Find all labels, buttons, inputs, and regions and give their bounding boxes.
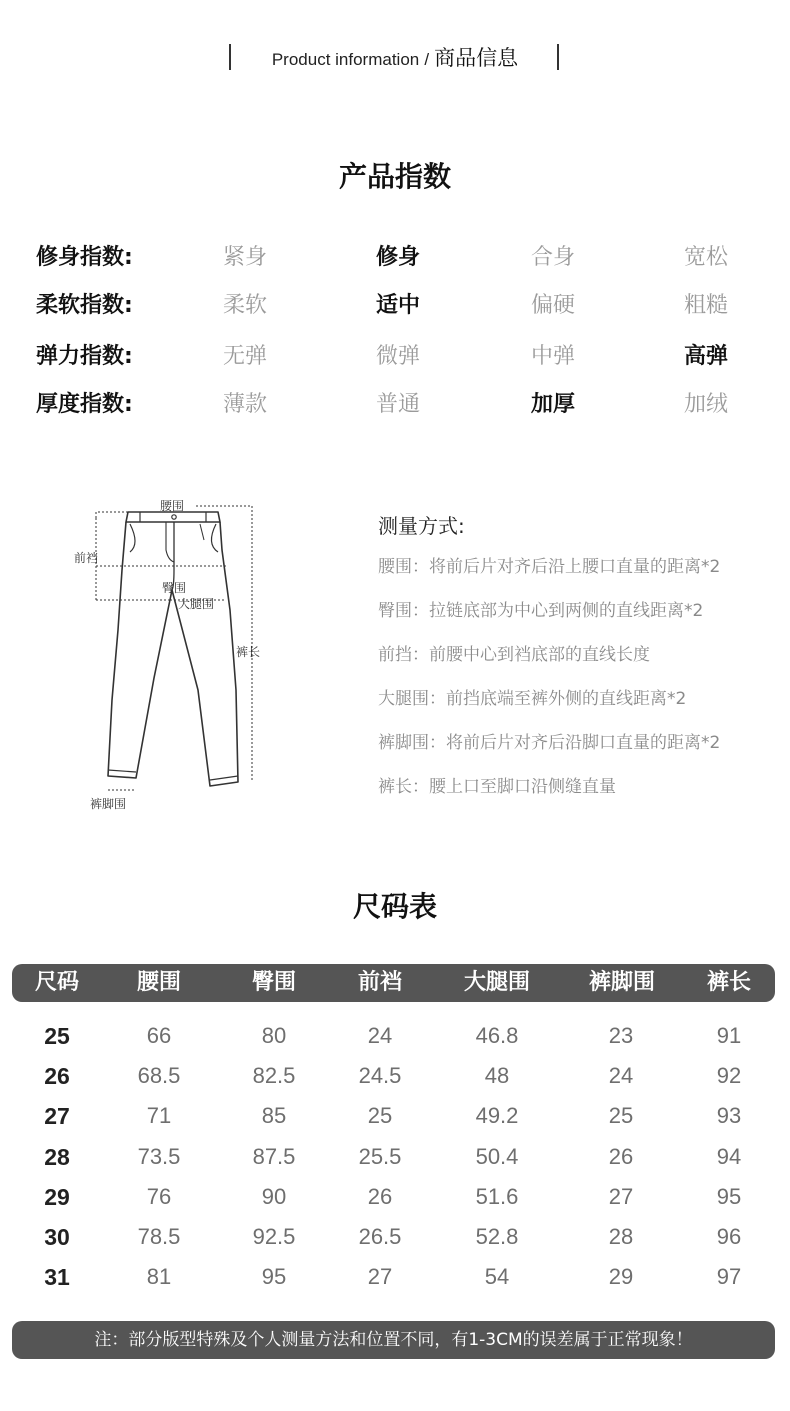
measurement-line: 裤脚围：将前后片对齐后沿脚口直量的距离*2	[378, 733, 721, 753]
table-header-cell: 裤长	[706, 970, 751, 995]
table-cell: 96	[716, 1224, 742, 1249]
table-cell: 90	[261, 1183, 287, 1209]
index-option: 合身	[530, 245, 575, 270]
index-option: 偏硬	[530, 293, 575, 318]
table-cell: 66	[146, 1023, 172, 1048]
measurement-line: 臀围：拉链底部为中心到两侧的直线距离*2	[378, 601, 704, 621]
table-cell: 95	[716, 1183, 742, 1209]
diagram-label-hem: 裤脚围	[90, 797, 127, 811]
table-cell: 25	[367, 1103, 393, 1129]
table-cell: 26	[608, 1143, 634, 1169]
table-cell: 92.5	[252, 1224, 296, 1249]
pants-diagram	[60, 490, 290, 820]
measurement-line: 腰围：将前后片对齐后沿上腰口直量的距离*2	[378, 557, 721, 577]
table-cell: 50.4	[475, 1143, 519, 1169]
index-label: 厚度指数:	[36, 392, 133, 417]
index-row	[0, 340, 790, 374]
table-cell: 94	[716, 1143, 742, 1169]
table-cell: 97	[716, 1264, 742, 1290]
index-option: 柔软	[222, 293, 267, 318]
table-cell: 24	[367, 1023, 393, 1048]
index-option: 粗糙	[683, 293, 728, 318]
table-cell: 26.5	[358, 1224, 402, 1249]
index-label: 柔软指数:	[36, 293, 133, 318]
table-cell: 93	[716, 1103, 742, 1129]
table-cell: 24	[608, 1063, 634, 1089]
header-left-bar	[229, 44, 231, 70]
measurement-title: 测量方式:	[378, 514, 465, 538]
diagram-label-waist: 腰围	[160, 499, 185, 513]
index-row	[0, 241, 790, 275]
table-cell: 24.5	[358, 1063, 402, 1089]
index-option: 无弹	[222, 344, 267, 369]
index-label: 弹力指数:	[36, 344, 133, 369]
measurement-line: 前挡：前腰中心到裆底部的直线长度	[378, 645, 650, 665]
table-cell: 76	[146, 1183, 172, 1209]
index-option: 中弹	[530, 344, 575, 369]
table-cell: 26	[367, 1183, 393, 1209]
table-cell: 73.5	[137, 1143, 181, 1169]
index-option: 宽松	[683, 245, 728, 270]
table-cell: 25.5	[358, 1143, 402, 1169]
table-cell: 91	[716, 1023, 742, 1048]
table-header-cell: 大腿围	[463, 970, 530, 995]
index-option: 薄款	[222, 392, 267, 417]
table-cell: 78.5	[137, 1224, 181, 1249]
table-cell: 27	[367, 1264, 393, 1290]
table-cell: 46.8	[475, 1023, 519, 1048]
size-cell: 30	[44, 1224, 70, 1250]
table-cell: 82.5	[252, 1063, 296, 1089]
index-option: 适中	[375, 293, 420, 318]
table-header-cell: 腰围	[136, 970, 181, 995]
table-cell: 92	[716, 1063, 742, 1089]
measurement-line: 裤长：腰上口至脚口沿侧缝直量	[378, 777, 616, 797]
index-section-title: 产品指数	[338, 160, 451, 193]
index-option: 紧身	[222, 245, 267, 270]
index-row	[0, 289, 790, 323]
table-cell: 81	[146, 1264, 172, 1290]
index-option: 普通	[375, 392, 420, 417]
table-cell: 51.6	[475, 1183, 519, 1209]
index-option: 加厚	[530, 392, 575, 417]
header-separator: /	[424, 50, 430, 69]
table-cell: 52.8	[475, 1224, 519, 1249]
diagram-label-thigh: 大腿围	[178, 597, 215, 611]
diagram-label-hip: 臀围	[162, 581, 187, 595]
table-cell: 95	[261, 1264, 287, 1290]
diagram-label-length: 裤长	[236, 645, 261, 659]
table-header-cell: 尺码	[34, 970, 79, 995]
table-cell: 49.2	[475, 1103, 519, 1129]
table-header-cell: 臀围	[251, 970, 296, 995]
index-option: 微弹	[375, 344, 420, 369]
index-option: 修身	[375, 245, 420, 270]
table-header-cell: 前裆	[357, 970, 402, 995]
size-cell: 31	[44, 1264, 70, 1291]
size-cell: 26	[44, 1063, 70, 1090]
table-cell: 87.5	[252, 1143, 296, 1169]
header-title-cn: 商品信息	[434, 46, 519, 70]
table-cell: 27	[608, 1183, 634, 1209]
disclaimer-note: 注：部分版型特殊及个人测量方法和位置不同，有1-3CM的误差属于正常现象！	[12, 1321, 775, 1359]
size-cell: 25	[44, 1023, 70, 1049]
table-cell: 28	[608, 1224, 634, 1249]
table-cell: 23	[608, 1023, 634, 1048]
table-cell: 80	[261, 1023, 287, 1048]
table-header-cell: 裤脚围	[588, 970, 655, 995]
index-option: 加绒	[683, 392, 728, 417]
index-row	[0, 388, 790, 422]
table-cell: 71	[146, 1103, 172, 1129]
measurement-line: 大腿围：前挡底端至裤外侧的直线距离*2	[378, 689, 687, 709]
size-table-title: 尺码表	[352, 890, 437, 923]
size-cell: 28	[44, 1143, 70, 1170]
table-cell: 29	[608, 1264, 634, 1290]
index-label: 修身指数:	[36, 245, 133, 270]
table-cell: 68.5	[137, 1063, 181, 1089]
table-cell: 48	[484, 1063, 510, 1089]
size-table-header	[12, 964, 775, 1002]
header-right-bar	[557, 44, 559, 70]
header-title-en: Product information	[271, 50, 420, 69]
index-option: 高弹	[683, 344, 728, 369]
size-cell: 27	[44, 1103, 70, 1130]
size-cell: 29	[44, 1183, 70, 1210]
table-cell: 85	[261, 1103, 287, 1129]
page-header	[232, 45, 558, 73]
diagram-label-front-rise: 前裆	[74, 551, 99, 565]
table-cell: 54	[484, 1264, 510, 1290]
table-cell: 25	[608, 1103, 634, 1129]
